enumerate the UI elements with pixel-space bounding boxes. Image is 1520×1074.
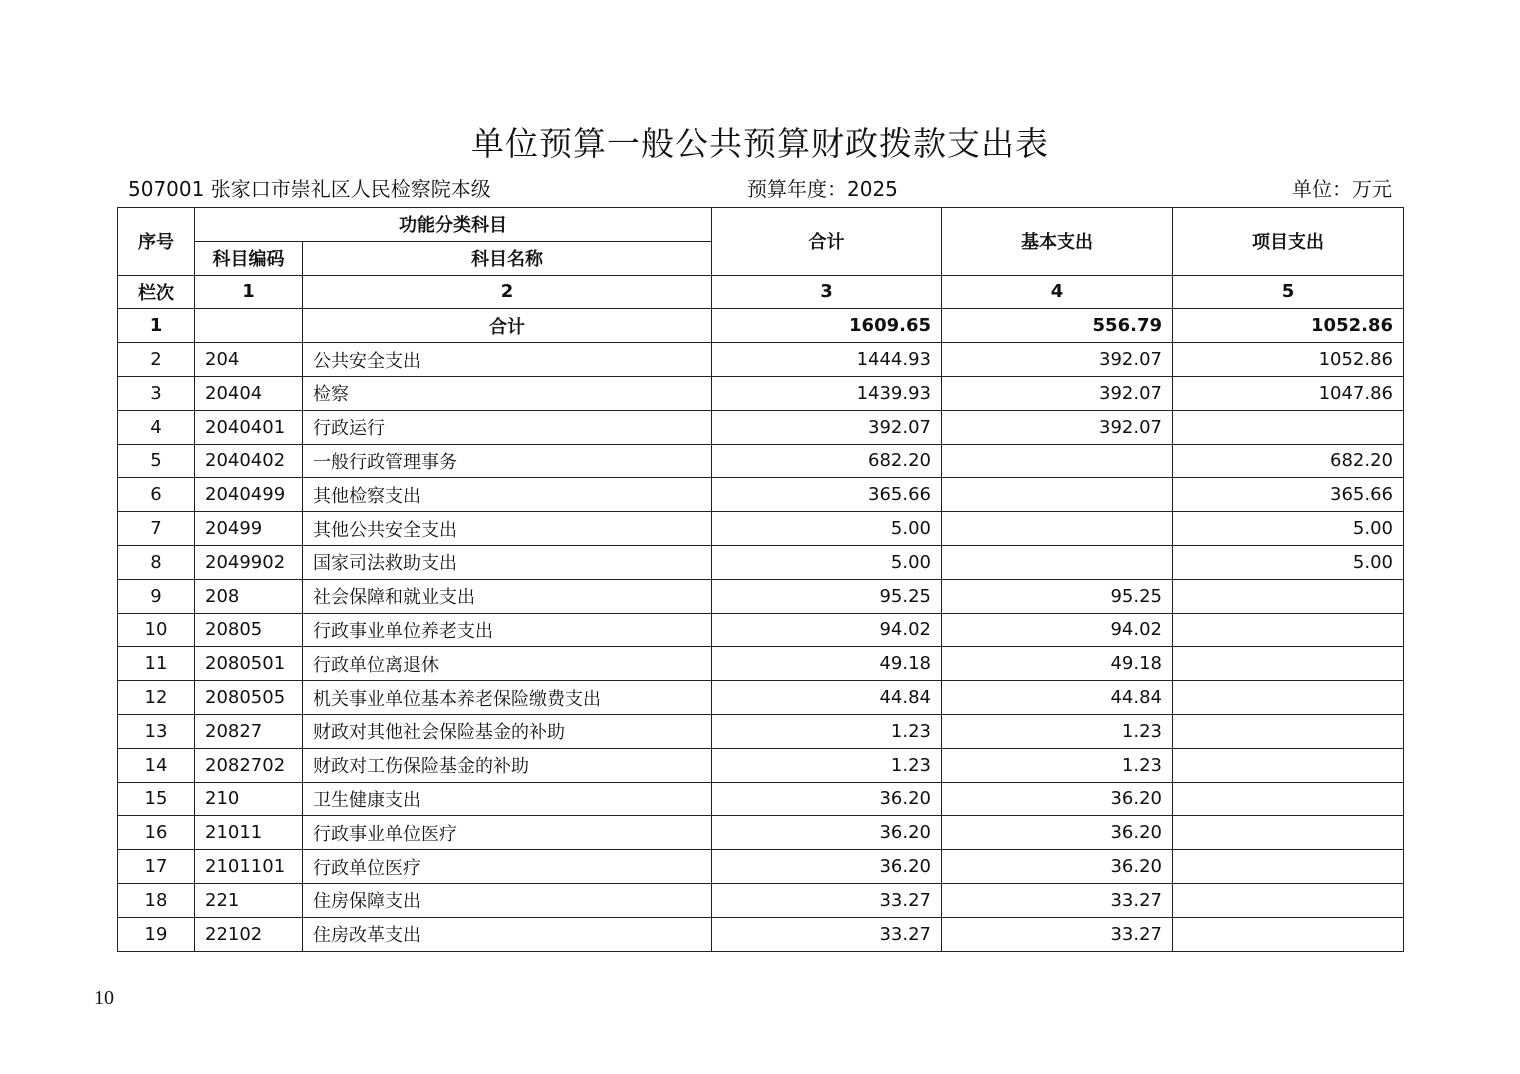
row-name: 社会保障和就业支出 xyxy=(303,579,712,613)
row-code: 2049902 xyxy=(195,545,303,579)
header-name: 科目名称 xyxy=(303,241,712,275)
row-total: 44.84 xyxy=(712,681,942,715)
row-total: 1.23 xyxy=(712,748,942,782)
row-total: 365.66 xyxy=(712,478,942,512)
table-row xyxy=(118,714,1404,748)
row-code: 221 xyxy=(195,883,303,917)
row-project xyxy=(1173,410,1404,444)
row-basic: 33.27 xyxy=(942,883,1173,917)
row-code: 21011 xyxy=(195,816,303,850)
row-basic: 392.07 xyxy=(942,410,1173,444)
row-project: 5.00 xyxy=(1173,545,1404,579)
row-code: 20499 xyxy=(195,512,303,546)
row-code: 210 xyxy=(195,782,303,816)
row-name: 财政对工伤保险基金的补助 xyxy=(303,748,712,782)
row-code: 2080505 xyxy=(195,681,303,715)
row-project xyxy=(1173,883,1404,917)
table-row xyxy=(118,748,1404,782)
row-code: 20805 xyxy=(195,613,303,647)
row-total: 5.00 xyxy=(712,512,942,546)
row-name: 机关事业单位基本养老保险缴费支出 xyxy=(303,681,712,715)
row-name: 行政事业单位医疗 xyxy=(303,816,712,850)
table-row xyxy=(118,883,1404,917)
row-basic: 556.79 xyxy=(942,309,1173,343)
row-code xyxy=(195,309,303,343)
row-seq: 1 xyxy=(118,309,195,343)
header-project: 项目支出 xyxy=(1173,208,1404,276)
row-name: 一般行政管理事务 xyxy=(303,444,712,478)
row-project xyxy=(1173,714,1404,748)
column-index-row xyxy=(118,275,1404,309)
row-basic xyxy=(942,512,1173,546)
row-total: 5.00 xyxy=(712,545,942,579)
row-project xyxy=(1173,850,1404,884)
row-name: 检察 xyxy=(303,376,712,410)
row-total: 682.20 xyxy=(712,444,942,478)
header-code: 科目编码 xyxy=(195,241,303,275)
row-seq: 2 xyxy=(118,343,195,377)
table-row xyxy=(118,545,1404,579)
row-seq: 8 xyxy=(118,545,195,579)
row-total: 1444.93 xyxy=(712,343,942,377)
row-basic: 1.23 xyxy=(942,714,1173,748)
table-row xyxy=(118,782,1404,816)
table-row xyxy=(118,579,1404,613)
row-name: 国家司法救助支出 xyxy=(303,545,712,579)
row-name: 公共安全支出 xyxy=(303,343,712,377)
row-seq: 9 xyxy=(118,579,195,613)
row-name: 行政事业单位养老支出 xyxy=(303,613,712,647)
row-basic: 44.84 xyxy=(942,681,1173,715)
row-basic xyxy=(942,545,1173,579)
row-name: 住房改革支出 xyxy=(303,917,712,951)
column-index-3: 3 xyxy=(712,275,942,309)
table-row xyxy=(118,410,1404,444)
row-code: 2082702 xyxy=(195,748,303,782)
row-total: 36.20 xyxy=(712,816,942,850)
table-row xyxy=(118,512,1404,546)
row-seq: 7 xyxy=(118,512,195,546)
row-basic: 95.25 xyxy=(942,579,1173,613)
row-basic: 36.20 xyxy=(942,850,1173,884)
row-total: 95.25 xyxy=(712,579,942,613)
header-seq: 序号 xyxy=(118,208,195,276)
column-index-2: 2 xyxy=(303,275,712,309)
column-index-5: 5 xyxy=(1173,275,1404,309)
row-project xyxy=(1173,647,1404,681)
page-title: 单位预算一般公共预算财政拨款支出表 xyxy=(471,124,1049,163)
page-number: 10 xyxy=(94,987,114,1009)
row-code: 2101101 xyxy=(195,850,303,884)
row-total: 392.07 xyxy=(712,410,942,444)
row-project xyxy=(1173,681,1404,715)
row-name: 财政对其他社会保险基金的补助 xyxy=(303,714,712,748)
row-seq: 3 xyxy=(118,376,195,410)
row-project: 1052.86 xyxy=(1173,343,1404,377)
row-total: 36.20 xyxy=(712,850,942,884)
row-project xyxy=(1173,782,1404,816)
row-total: 1439.93 xyxy=(712,376,942,410)
row-total: 36.20 xyxy=(712,782,942,816)
row-code: 2040401 xyxy=(195,410,303,444)
row-total: 49.18 xyxy=(712,647,942,681)
table-row xyxy=(118,376,1404,410)
row-basic xyxy=(942,444,1173,478)
row-name: 行政单位离退休 xyxy=(303,647,712,681)
budget-table xyxy=(117,207,1404,952)
table-row xyxy=(118,613,1404,647)
row-basic: 36.20 xyxy=(942,782,1173,816)
column-index-1: 1 xyxy=(195,275,303,309)
row-total: 1609.65 xyxy=(712,309,942,343)
row-project xyxy=(1173,816,1404,850)
row-basic: 36.20 xyxy=(942,816,1173,850)
row-code: 208 xyxy=(195,579,303,613)
row-seq: 13 xyxy=(118,714,195,748)
table-row xyxy=(118,816,1404,850)
row-project: 1052.86 xyxy=(1173,309,1404,343)
row-project xyxy=(1173,613,1404,647)
row-seq: 12 xyxy=(118,681,195,715)
budget-year-label: 预算年度：2025 xyxy=(747,177,898,201)
table-row xyxy=(118,917,1404,951)
column-index-label: 栏次 xyxy=(118,275,195,309)
row-total: 1.23 xyxy=(712,714,942,748)
row-project xyxy=(1173,917,1404,951)
row-seq: 19 xyxy=(118,917,195,951)
row-project xyxy=(1173,748,1404,782)
row-basic: 1.23 xyxy=(942,748,1173,782)
row-name: 住房保障支出 xyxy=(303,883,712,917)
table-row xyxy=(118,647,1404,681)
row-seq: 4 xyxy=(118,410,195,444)
row-name: 卫生健康支出 xyxy=(303,782,712,816)
row-total: 33.27 xyxy=(712,883,942,917)
currency-unit-label: 单位：万元 xyxy=(1292,177,1392,201)
row-project: 1047.86 xyxy=(1173,376,1404,410)
row-name: 行政单位医疗 xyxy=(303,850,712,884)
row-name: 行政运行 xyxy=(303,410,712,444)
row-code: 204 xyxy=(195,343,303,377)
row-seq: 17 xyxy=(118,850,195,884)
table-row xyxy=(118,478,1404,512)
row-name: 合计 xyxy=(303,309,712,343)
row-name: 其他公共安全支出 xyxy=(303,512,712,546)
row-seq: 6 xyxy=(118,478,195,512)
column-index-4: 4 xyxy=(942,275,1173,309)
row-basic: 392.07 xyxy=(942,343,1173,377)
table-row xyxy=(118,444,1404,478)
row-basic: 392.07 xyxy=(942,376,1173,410)
row-seq: 5 xyxy=(118,444,195,478)
row-code: 20827 xyxy=(195,714,303,748)
row-code: 2040499 xyxy=(195,478,303,512)
row-project xyxy=(1173,579,1404,613)
header-row-1 xyxy=(118,208,1404,242)
row-seq: 11 xyxy=(118,647,195,681)
organization-label: 507001 张家口市崇礼区人民检察院本级 xyxy=(128,177,491,201)
total-row xyxy=(118,309,1404,343)
header-total: 合计 xyxy=(712,208,942,276)
row-seq: 18 xyxy=(118,883,195,917)
row-project: 5.00 xyxy=(1173,512,1404,546)
table-row xyxy=(118,343,1404,377)
row-basic: 49.18 xyxy=(942,647,1173,681)
table-row xyxy=(118,850,1404,884)
row-code: 20404 xyxy=(195,376,303,410)
row-code: 2080501 xyxy=(195,647,303,681)
row-code: 22102 xyxy=(195,917,303,951)
row-seq: 16 xyxy=(118,816,195,850)
row-project: 365.66 xyxy=(1173,478,1404,512)
row-name: 其他检察支出 xyxy=(303,478,712,512)
row-total: 94.02 xyxy=(712,613,942,647)
row-basic: 94.02 xyxy=(942,613,1173,647)
row-code: 2040402 xyxy=(195,444,303,478)
row-seq: 14 xyxy=(118,748,195,782)
header-func-category: 功能分类科目 xyxy=(195,208,712,242)
row-total: 33.27 xyxy=(712,917,942,951)
row-basic: 33.27 xyxy=(942,917,1173,951)
row-seq: 10 xyxy=(118,613,195,647)
table-row xyxy=(118,681,1404,715)
row-basic xyxy=(942,478,1173,512)
row-seq: 15 xyxy=(118,782,195,816)
row-project: 682.20 xyxy=(1173,444,1404,478)
header-basic: 基本支出 xyxy=(942,208,1173,276)
